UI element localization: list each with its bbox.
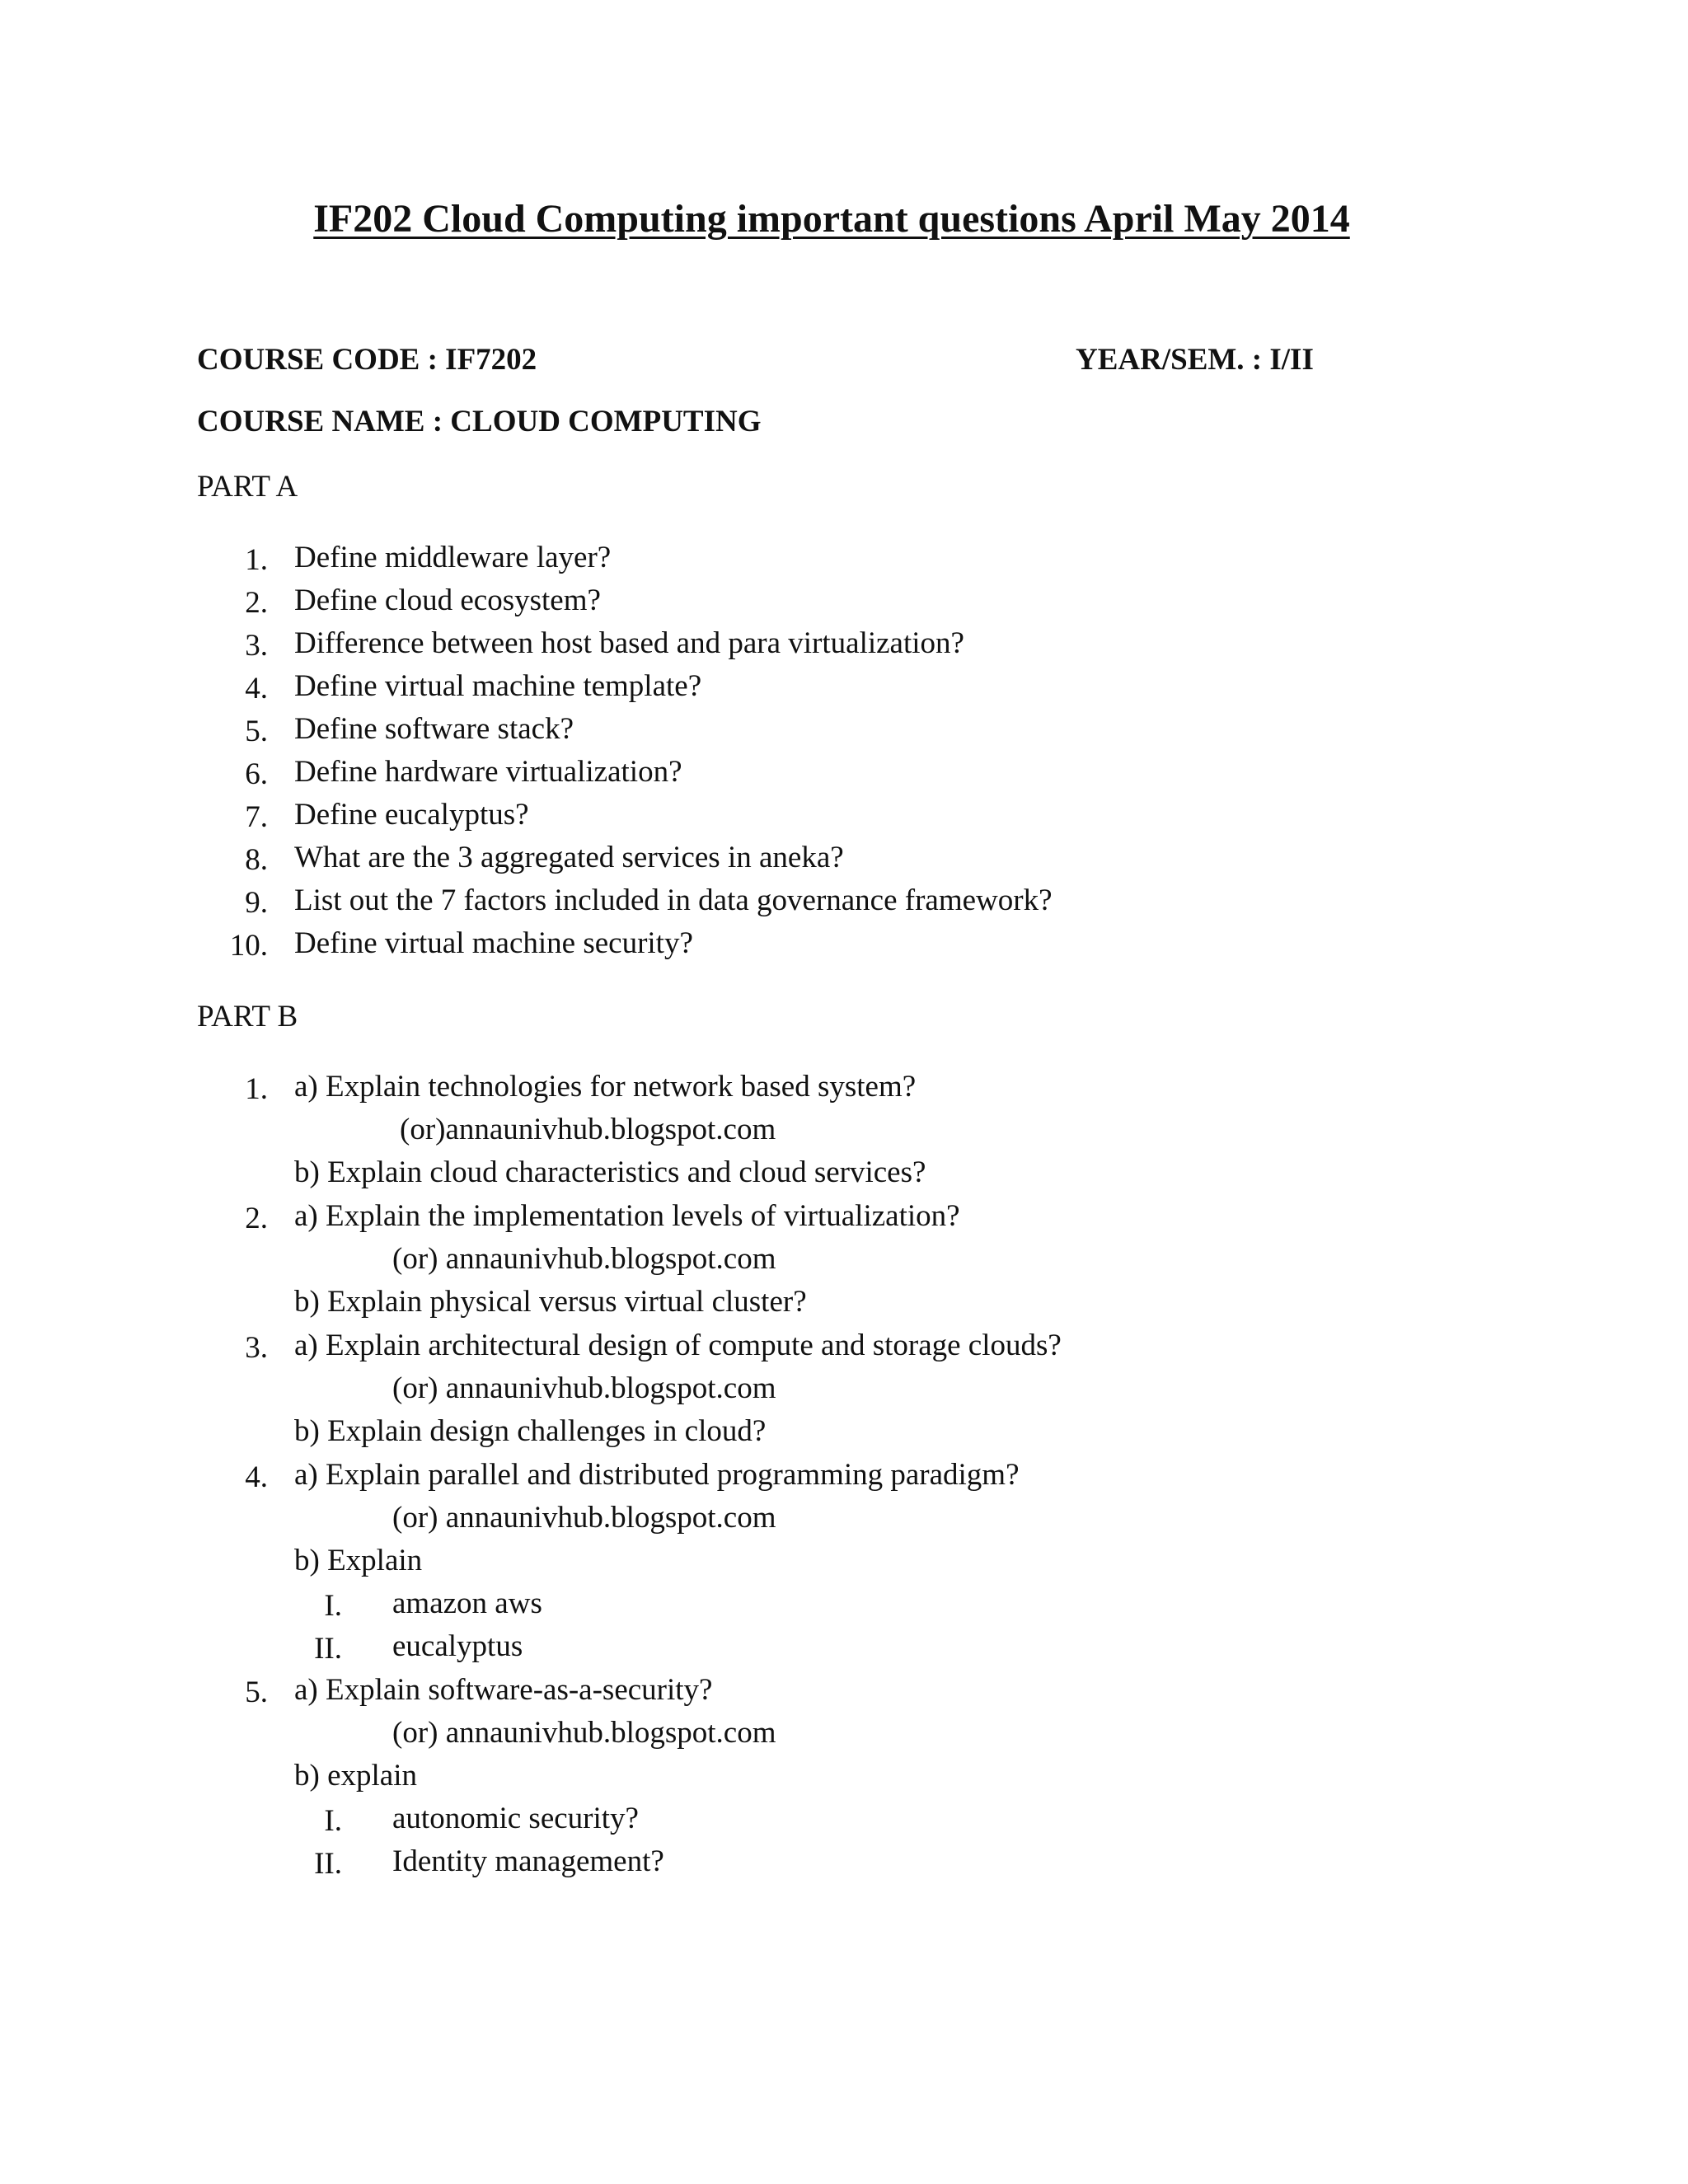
sub-item-text: autonomic security? bbox=[392, 1802, 639, 1835]
question-text: Difference between host based and para virtualization? bbox=[294, 626, 964, 660]
course-name: COURSE NAME : CLOUD COMPUTING bbox=[197, 405, 762, 438]
question-part-a: a) Explain technologies for network based system? bbox=[294, 1070, 917, 1104]
question-number: 9. bbox=[245, 886, 268, 920]
question-number: 3. bbox=[245, 629, 268, 663]
question-text: What are the 3 aggregated services in aneka? bbox=[294, 841, 844, 874]
sub-item-text: amazon aws bbox=[392, 1586, 542, 1620]
question-part-a: a) Explain software-as-a-security? bbox=[294, 1673, 713, 1707]
question-text: Define cloud ecosystem? bbox=[294, 583, 601, 617]
question-number: 8. bbox=[245, 843, 268, 877]
question-number: 7. bbox=[245, 800, 268, 834]
question-part-b: b) Explain physical versus virtual cluster? bbox=[294, 1285, 807, 1319]
year-sem: YEAR/SEM. : I/II bbox=[1076, 343, 1314, 377]
question-number: 6. bbox=[245, 757, 268, 791]
question-text: Define virtual machine security? bbox=[294, 926, 693, 960]
question-number: 5. bbox=[245, 1675, 268, 1709]
question-part-b: b) Explain design challenges in cloud? bbox=[294, 1414, 767, 1448]
question-part-a: a) Explain architectural design of compute and storage clouds? bbox=[294, 1329, 1062, 1362]
sub-item-text: eucalyptus bbox=[392, 1629, 523, 1663]
or-link-text: (or) annaunivhub.blogspot.com bbox=[392, 1501, 776, 1535]
or-link-text: (or) annaunivhub.blogspot.com bbox=[392, 1242, 776, 1276]
question-part-b: b) Explain bbox=[294, 1544, 423, 1577]
course-code: COURSE CODE : IF7202 bbox=[197, 343, 537, 377]
question-number: 5. bbox=[245, 715, 268, 748]
question-part-a: a) Explain parallel and distributed programming paradigm? bbox=[294, 1458, 1020, 1492]
question-number: 2. bbox=[245, 586, 268, 620]
sub-item-number: II. bbox=[314, 1847, 342, 1881]
question-number: 10. bbox=[229, 929, 268, 963]
sub-item-number: II. bbox=[314, 1632, 342, 1666]
or-link-text: (or) annaunivhub.blogspot.com bbox=[392, 1371, 776, 1405]
question-text: Define eucalyptus? bbox=[294, 798, 529, 832]
or-link-text: (or) annaunivhub.blogspot.com bbox=[392, 1716, 776, 1750]
sub-item-number: I. bbox=[324, 1804, 342, 1838]
question-number: 4. bbox=[245, 672, 268, 705]
question-part-b: b) explain bbox=[294, 1759, 417, 1793]
question-text: Define middleware layer? bbox=[294, 541, 612, 574]
question-number: 2. bbox=[245, 1202, 268, 1235]
question-text: Define hardware virtualization? bbox=[294, 755, 682, 789]
question-text: Define virtual machine template? bbox=[294, 669, 702, 703]
question-number: 1. bbox=[245, 543, 268, 577]
sub-item-text: Identity management? bbox=[392, 1844, 664, 1878]
question-number: 4. bbox=[245, 1460, 268, 1494]
question-number: 3. bbox=[245, 1331, 268, 1365]
part-b-heading: PART B bbox=[197, 1000, 298, 1033]
sub-item-number: I. bbox=[324, 1589, 342, 1623]
question-text: List out the 7 factors included in data governance framework? bbox=[294, 883, 1053, 917]
document-title: IF202 Cloud Computing important questions April May 2014 bbox=[313, 197, 1350, 241]
question-part-a: a) Explain the implementation levels of virtualization? bbox=[294, 1199, 960, 1233]
part-a-heading: PART A bbox=[197, 470, 298, 504]
question-text: Define software stack? bbox=[294, 712, 574, 746]
question-part-b: b) Explain cloud characteristics and cloud services? bbox=[294, 1155, 926, 1189]
or-link-text: (or)annaunivhub.blogspot.com bbox=[400, 1113, 776, 1146]
question-number: 1. bbox=[245, 1072, 268, 1106]
